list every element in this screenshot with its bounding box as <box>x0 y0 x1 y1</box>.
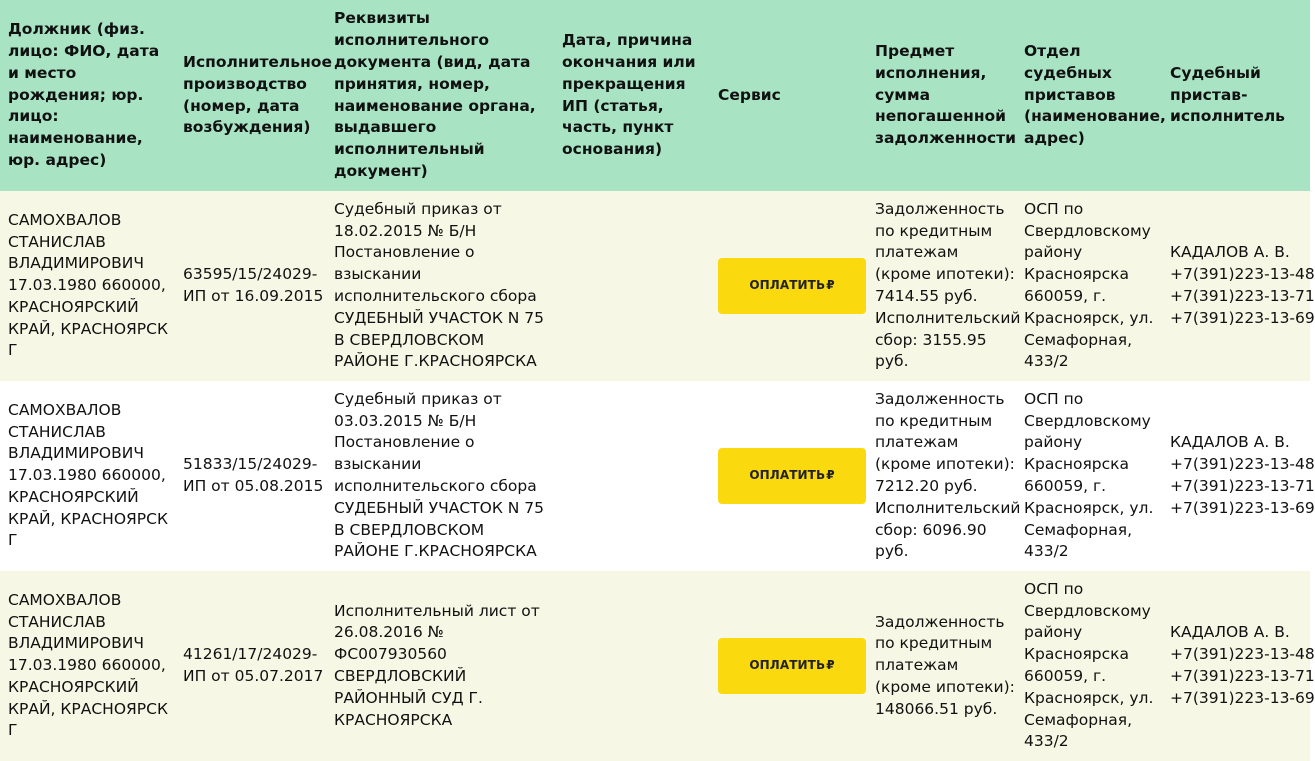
end-reason-cell <box>554 571 710 761</box>
subject-cell: Задолженность по кредитным платежам (кроме ипотеки): 7414.55 руб. Исполнительский сбор: 3155.95 руб. <box>875 199 1021 371</box>
proceeding-cell: 51833/15/24029-ИП от 05.08.2015 <box>183 455 324 495</box>
bailiff-name: КАДАЛОВ А. В. <box>1170 243 1290 262</box>
debtor-cell: САМОХВАЛОВ СТАНИСЛАВ ВЛАДИМИРОВИЧ 17.03.1980 660000, КРАСНОЯРСКИЙ КРАЙ, КРАСНОЯРСК Г <box>8 590 168 740</box>
document-cell: Судебный приказ от 18.02.2015 № Б/Н Постановление о взыскании исполнительского сбора СУДЕБНЫЙ УЧАСТОК N 75 В СВЕРДЛОВСКОМ РАЙОНЕ Г.КРАСНОЯРСКА <box>334 199 544 371</box>
header-document: Реквизиты исполнительного документа (вид, дата принятия, номер, наименование органа, выдавшего исполнительный документ) <box>334 9 536 180</box>
service-cell <box>710 381 867 571</box>
ruble-icon: ₽ <box>826 468 835 483</box>
proceeding-cell: 41261/17/24029-ИП от 05.07.2017 <box>183 645 324 685</box>
bailiff-name: КАДАЛОВ А. В. <box>1170 433 1290 452</box>
table-row <box>0 381 1310 571</box>
pay-button-label: ОПЛАТИТЬ <box>749 278 826 293</box>
table-row <box>0 191 1310 381</box>
debtor-cell: САМОХВАЛОВ СТАНИСЛАВ ВЛАДИМИРОВИЧ 17.03.1980 660000, КРАСНОЯРСКИЙ КРАЙ, КРАСНОЯРСК Г <box>8 400 168 550</box>
document-cell: Исполнительный лист от 26.08.2016 № ФС007930560 СВЕРДЛОВСКИЙ РАЙОННЫЙ СУД Г. КРАСНОЯРСКА <box>334 601 540 729</box>
bailiff-name: КАДАЛОВ А. В. <box>1170 623 1290 642</box>
document-cell: Судебный приказ от 03.03.2015 № Б/Н Постановление о взыскании исполнительского сбора СУДЕБНЫЙ УЧАСТОК N 75 В СВЕРДЛОВСКОМ РАЙОНЕ Г.КРАСНОЯРСКА <box>334 389 544 561</box>
ruble-icon: ₽ <box>826 278 835 293</box>
table-row <box>0 571 1310 761</box>
subject-cell: Задолженность по кредитным платежам (кроме ипотеки): 148066.51 руб. <box>875 612 1015 718</box>
header-debtor: Должник (физ. лицо: ФИО, дата и место рождения; юр. лицо: наименование, юр. адрес) <box>8 20 160 169</box>
debtor-cell: САМОХВАЛОВ СТАНИСЛАВ ВЛАДИМИРОВИЧ 17.03.1980 660000, КРАСНОЯРСКИЙ КРАЙ, КРАСНОЯРСК Г <box>8 210 168 360</box>
bailiff-phone: +7(391)223-13-69 <box>1170 498 1315 517</box>
end-reason-cell <box>554 381 710 571</box>
end-reason-cell <box>554 191 710 381</box>
header-service: Сервис <box>718 85 781 104</box>
header-department: Отдел судебных приставов (наименование, адрес) <box>1024 42 1166 148</box>
bailiff-phone: +7(391)223-13-69 <box>1170 308 1315 327</box>
bailiff-cell <box>1162 191 1315 381</box>
pay-button-label: ОПЛАТИТЬ <box>749 658 826 673</box>
bailiff-phone: +7(391)223-13-48 <box>1170 645 1315 664</box>
bailiff-cell <box>1162 381 1315 571</box>
header-bailiff: Судебный пристав-исполнитель <box>1170 63 1285 126</box>
department-cell: ОСП по Свердловскому району Красноярска 660059, г. Красноярск, ул. Семафорная, 433/2 <box>1024 199 1154 371</box>
bailiff-phone: +7(391)223-13-69 <box>1170 688 1315 707</box>
bailiff-phone: +7(391)223-13-48 <box>1170 455 1315 474</box>
pay-button[interactable] <box>718 258 866 314</box>
header-subject: Предмет исполнения, сумма непогашенной задолженности <box>875 42 1017 148</box>
bailiff-phone: +7(391)223-13-48 <box>1170 265 1315 284</box>
ruble-icon: ₽ <box>826 658 835 673</box>
pay-button-label: ОПЛАТИТЬ <box>749 468 826 483</box>
department-cell: ОСП по Свердловскому району Красноярска 660059, г. Красноярск, ул. Семафорная, 433/2 <box>1024 579 1154 751</box>
subject-cell: Задолженность по кредитным платежам (кроме ипотеки): 7212.20 руб. Исполнительский сбор: 6096.90 руб. <box>875 389 1021 561</box>
bailiff-cell <box>1162 571 1315 761</box>
bailiff-phone: +7(391)223-13-71 <box>1170 667 1315 685</box>
service-cell <box>710 571 867 761</box>
table-header-row <box>0 0 1310 191</box>
bailiff-phone: +7(391)223-13-71 <box>1170 287 1315 305</box>
pay-button[interactable] <box>718 448 866 504</box>
service-cell <box>710 191 867 381</box>
bailiff-phone: +7(391)223-13-71 <box>1170 477 1315 495</box>
header-end-reason: Дата, причина окончания или прекращения ИП (статья, часть, пункт основания) <box>562 31 696 159</box>
department-cell: ОСП по Свердловскому району Красноярска 660059, г. Красноярск, ул. Семафорная, 433/2 <box>1024 389 1154 561</box>
proceeding-cell: 63595/15/24029-ИП от 16.09.2015 <box>183 265 324 305</box>
header-proceeding: Исполнительное производство (номер, дата возбуждения) <box>183 52 332 137</box>
pay-button[interactable] <box>718 638 866 694</box>
